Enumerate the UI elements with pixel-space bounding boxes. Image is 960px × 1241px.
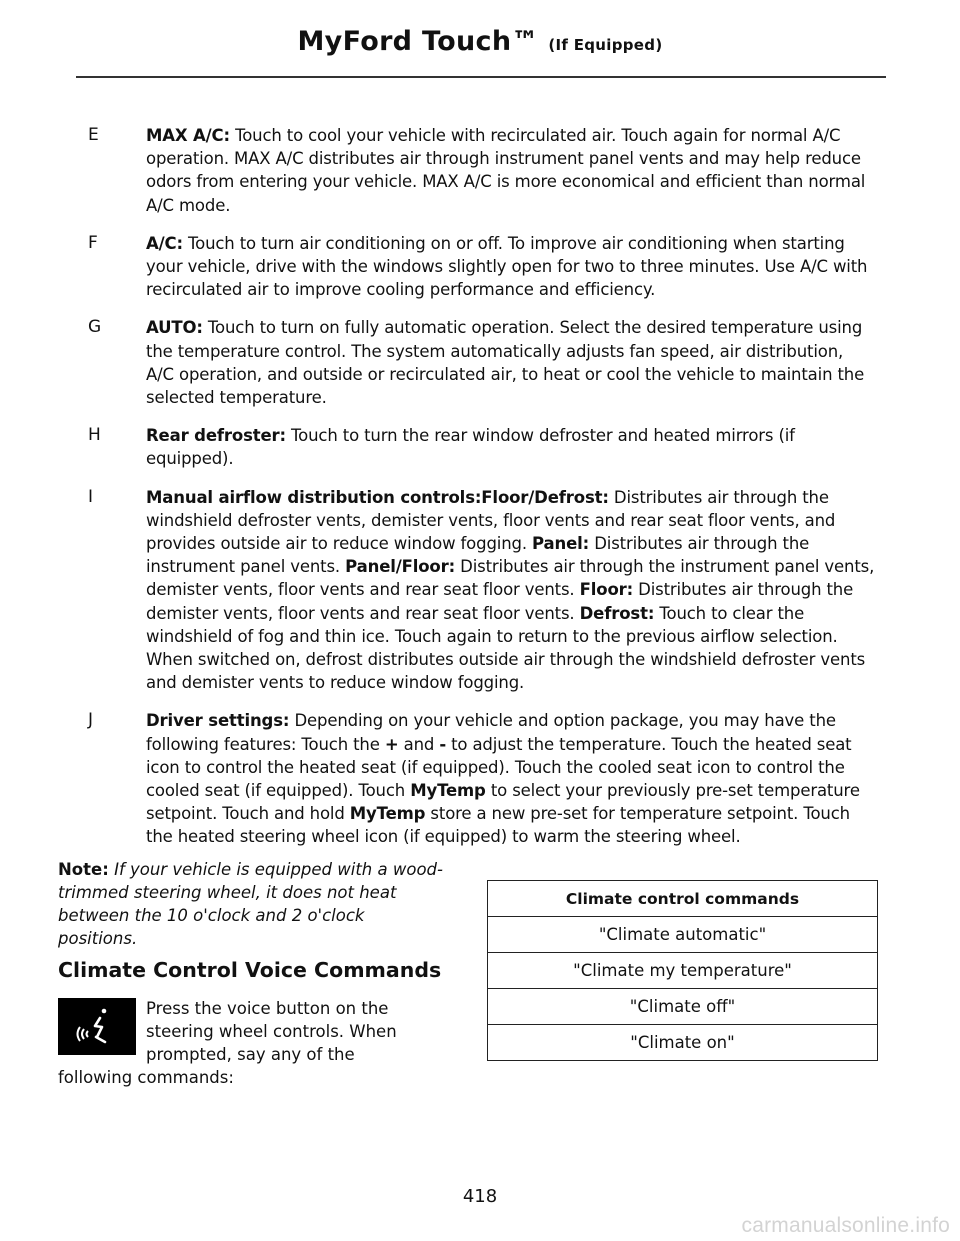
table-header-row	[488, 881, 878, 917]
item-key: J	[88, 710, 94, 731]
item-description	[146, 424, 876, 470]
note-block	[58, 858, 448, 950]
definition-item-h	[0, 424, 960, 470]
panel-floor-label: Panel/Floor:	[345, 557, 456, 577]
mytemp-label: MyTemp	[410, 781, 486, 801]
item-key: E	[88, 125, 99, 145]
defrost-text: Touch to clear the windshield of fog and thin ice. Touch again to return to the previous airflow selection. When switched on, defrost distributes outside air through the windshield defroster vents and demister vents to reduce window fogging.	[146, 603, 866, 693]
command-cell: "Climate off"	[488, 989, 878, 1025]
page-number: 418	[462, 1186, 498, 1207]
voice-instruction-line: Press the voice button on the	[146, 999, 389, 1018]
voice-instruction-line: prompted, say any of the	[146, 1045, 355, 1064]
panel-floor-text: Distributes air through the instrument panel vents, demister vents, floor vents and rear seat floor vents.	[146, 557, 875, 600]
definition-item-j	[0, 709, 960, 848]
definition-item-f	[0, 232, 960, 302]
item-key: G	[88, 317, 102, 338]
section-heading: Climate Control Voice Commands	[58, 958, 442, 982]
definition-item-i	[0, 486, 960, 695]
floor-text: Distributes air through the demister vents, floor vents and rear seat floor vents.	[146, 580, 854, 623]
header-divider	[76, 76, 886, 78]
item-text-2: and	[398, 734, 440, 754]
item-description	[146, 232, 876, 302]
panel-text: Distributes air through the instrument panel vents.	[146, 534, 810, 577]
note-text: If your vehicle is equipped with a wood-trimmed steering wheel, it does not heat between the 10 o'clock and 2 o'clock positions.	[58, 860, 443, 948]
item-description	[146, 486, 876, 695]
item-text: Depending on your vehicle and option package, you may have the following features: Touch the	[146, 711, 836, 754]
item-description	[146, 316, 876, 409]
table-row	[488, 989, 878, 1025]
item-label: AUTO:	[146, 318, 203, 338]
item-text-4: to select your previously pre-set temperature setpoint. Touch and hold	[146, 781, 860, 824]
panel-label: Panel:	[532, 534, 590, 554]
page-title	[0, 26, 960, 57]
definition-item-e	[0, 124, 960, 217]
item-text: Touch to cool your vehicle with recirculated air. Touch again for normal A/C operation. MAX A/C distributes air through instrument panel vents and may help reduce odors from entering your vehicle. MAX A/C is more economical and efficient than normal A/C mode.	[146, 126, 866, 215]
item-label: A/C:	[146, 233, 183, 253]
item-text-3: to adjust the temperature. Touch the heated seat icon to control the heated seat (if equipped). Touch the cooled seat icon to control the cooled seat (if equipped). Touch	[146, 734, 852, 801]
item-label: Manual airflow distribution controls:Floor/Defrost:	[146, 487, 609, 507]
table-row	[488, 1025, 878, 1061]
plus-symbol: +	[384, 734, 399, 754]
item-text-5: store a new pre-set for temperature setpoint. Touch the heated steering wheel icon (if equipped) to warm the steering wheel.	[146, 804, 850, 847]
floor-label: Floor:	[579, 580, 634, 600]
note-label: Note:	[58, 860, 109, 879]
header-title-text: MyFord Touch™	[297, 26, 539, 57]
command-cell: "Climate my temperature"	[488, 953, 878, 989]
item-text: Touch to turn air conditioning on or off. To improve air conditioning when starting your vehicle, drive with the windows slightly open for two to three minutes. Use A/C with recirculated air to improve cooling performance and efficiency.	[146, 233, 868, 300]
commands-table	[487, 880, 878, 1061]
command-cell: "Climate on"	[488, 1025, 878, 1061]
table-row	[488, 953, 878, 989]
voice-instruction-line: following commands:	[58, 1068, 234, 1087]
voice-button-icon	[58, 998, 136, 1055]
item-label: MAX A/C:	[146, 126, 230, 145]
item-description	[146, 709, 876, 848]
item-label: Rear defroster:	[146, 426, 286, 446]
mytemp-label-2: MyTemp	[349, 804, 426, 824]
voice-instruction-line: steering wheel controls. When	[146, 1022, 397, 1041]
item-key: F	[88, 232, 98, 253]
definition-list	[0, 124, 960, 864]
item-description	[146, 124, 876, 217]
definition-item-g	[0, 316, 960, 409]
item-text: Distributes air through the windshield defroster vents, demister vents, floor vents and rear seat floor vents, and provides outside air to reduce window fogging.	[146, 487, 836, 554]
minus-symbol: -	[439, 734, 447, 754]
table-header: Climate control commands	[488, 881, 878, 917]
item-label: Driver settings:	[146, 711, 290, 731]
defrost-label: Defrost:	[579, 603, 655, 623]
item-key: I	[88, 486, 94, 507]
item-text: Touch to turn the rear window defroster and heated mirrors (if equipped).	[146, 426, 795, 469]
table-row	[488, 917, 878, 953]
watermark-text: carmanualsonline.info	[741, 1214, 950, 1237]
header-subtitle: (If Equipped)	[548, 36, 663, 54]
command-cell: "Climate automatic"	[488, 917, 878, 953]
item-key: H	[88, 425, 101, 446]
item-text: Touch to turn on fully automatic operation. Select the desired temperature using the temperature control. The system automatically adjusts fan speed, air distribution, A/C operation, and outside or recirculated air, to heat or cool the vehicle to maintain the selected temperature.	[146, 318, 865, 408]
